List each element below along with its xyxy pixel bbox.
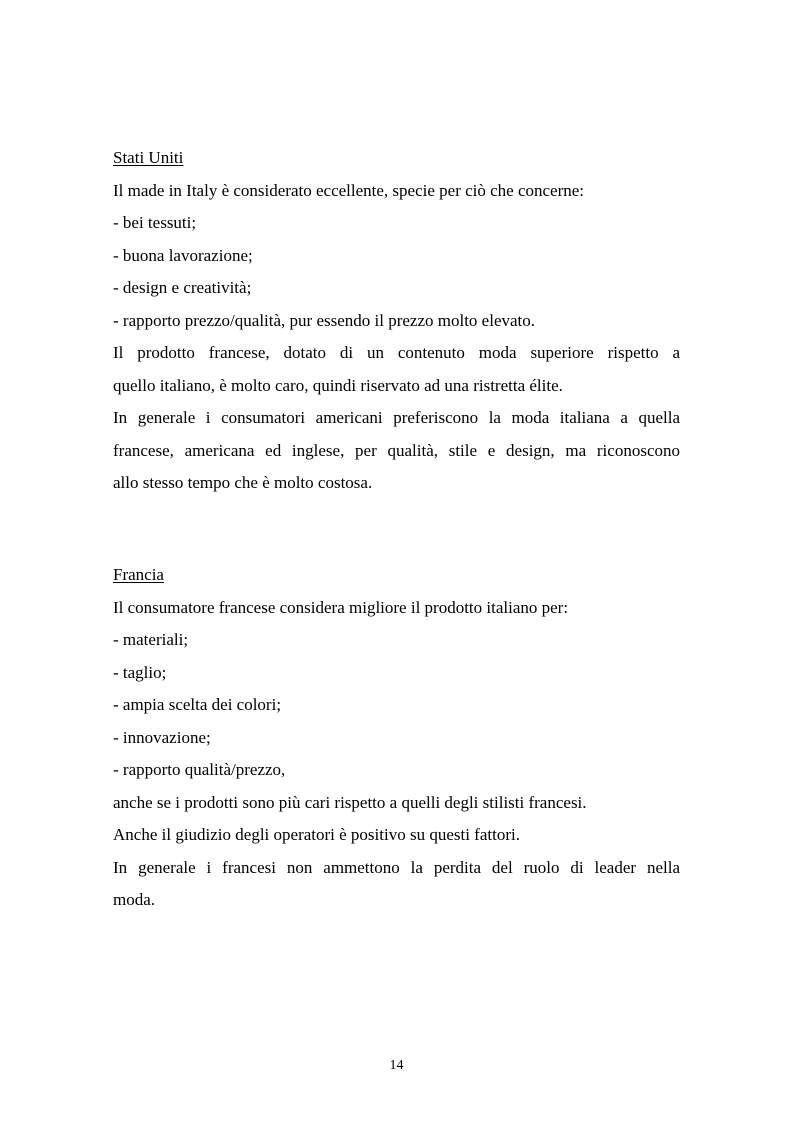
paragraph-line: anche se i prodotti sono più cari rispetto a quelli degli stilisti francesi.: [113, 792, 587, 812]
list-item: - buona lavorazione;: [113, 245, 253, 265]
page-number: 14: [389, 1058, 404, 1073]
section-francia: [113, 559, 680, 917]
list-item: - materiali;: [113, 630, 189, 649]
list-item: - ampia scelta dei colori;: [113, 695, 282, 714]
paragraph-line: In generale i francesi non ammettono la perdita del ruolo di leader nella: [113, 857, 680, 877]
list-item: - design e creatività;: [113, 278, 252, 297]
paragraph-line: Il consumatore francese considera migliore il prodotto italiano per:: [113, 597, 569, 617]
paragraph-line: Il made in Italy è considerato eccellente, specie per ciò che concerne:: [113, 180, 585, 200]
paragraph-line: Il prodotto francese, dotato di un contenuto moda superiore rispetto a: [113, 343, 680, 362]
paragraph-line: Anche il giudizio degli operatori è positivo su questi fattori.: [113, 825, 520, 844]
paragraph-line: quello italiano, è molto caro, quindi riservato ad una ristretta élite.: [113, 375, 563, 395]
section-heading: Francia: [113, 565, 164, 584]
list-item: - bei tessuti;: [113, 213, 197, 232]
paragraph-line: moda.: [113, 890, 156, 909]
list-item: - innovazione;: [113, 727, 211, 747]
section-heading: Stati Uniti: [113, 148, 184, 167]
section-stati-uniti: [113, 142, 680, 500]
list-item: - rapporto prezzo/qualità, pur essendo il prezzo molto elevato.: [113, 310, 536, 330]
paragraph-line: allo stesso tempo che è molto costosa.: [113, 473, 373, 492]
paragraph-line: francese, americana ed inglese, per qualità, stile e design, ma riconoscono: [113, 440, 680, 460]
list-item: - rapporto qualità/prezzo,: [113, 760, 286, 779]
paragraph-line: In generale i consumatori americani preferiscono la moda italiana a quella: [113, 408, 680, 427]
list-item: - taglio;: [113, 662, 167, 682]
